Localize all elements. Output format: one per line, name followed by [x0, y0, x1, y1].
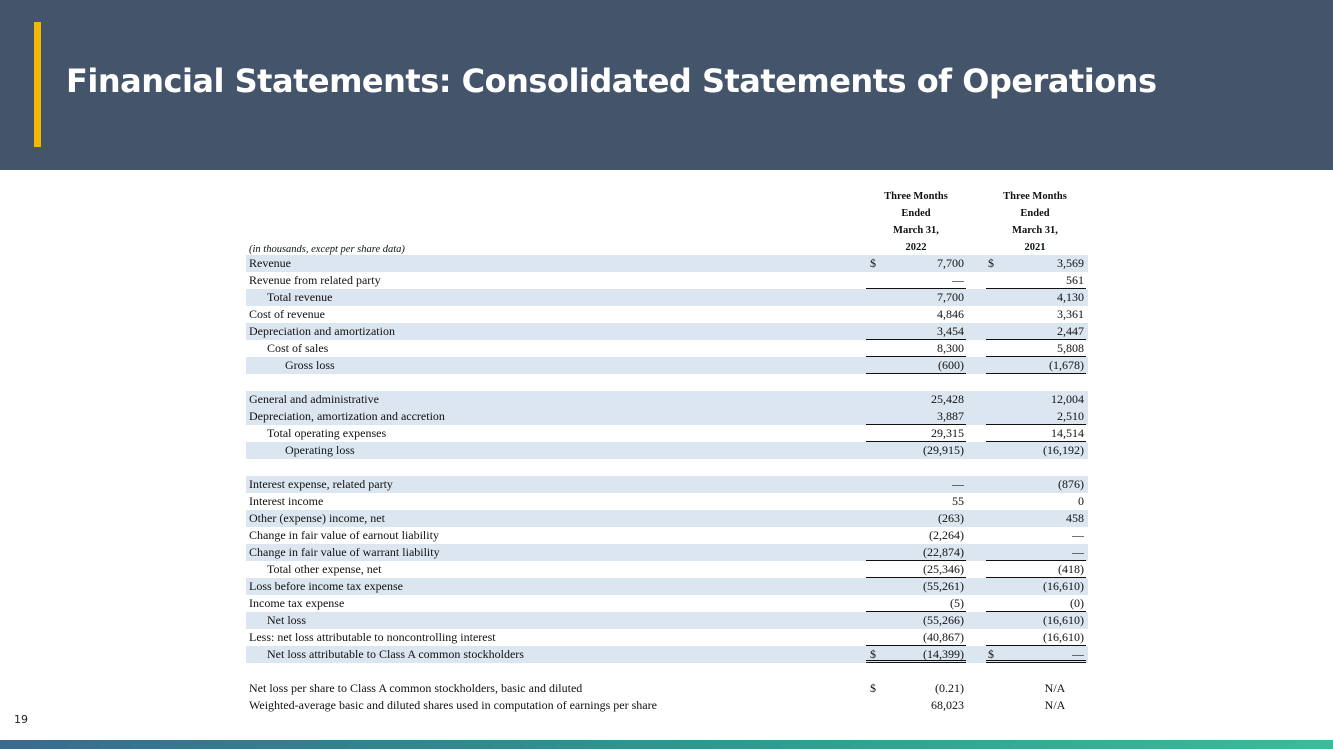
col-header-line: Three Months	[884, 191, 948, 202]
row-label: Less: net loss attributable to noncontrolling interest	[249, 630, 496, 644]
row-label: Cost of sales	[267, 341, 329, 355]
row-label: Interest income	[249, 494, 324, 508]
page-number: 19	[14, 713, 28, 726]
row-label: Net loss per share to Class A common stockholders, basic and diluted	[249, 681, 583, 695]
row-label: Gross loss	[285, 358, 335, 372]
row-label: Interest expense, related party	[249, 477, 393, 491]
table-row	[246, 340, 1088, 357]
slide-header	[0, 0, 1333, 170]
col-header-line: Three Months	[1003, 191, 1067, 202]
row-label: Net loss	[267, 613, 306, 627]
value-2022: (5)	[950, 596, 964, 610]
value-2022: (14,399)	[923, 647, 964, 661]
row-label: Weighted-average basic and diluted shares used in computation of earnings per share	[249, 698, 657, 712]
col-header-line: Ended	[1020, 208, 1050, 219]
value-2022: 4,846	[937, 307, 964, 321]
table-row	[246, 493, 1088, 510]
value-2021: 5,808	[1057, 341, 1084, 355]
table-row	[246, 510, 1088, 527]
currency-symbol: $	[870, 647, 876, 661]
value-2022: —	[952, 477, 964, 491]
row-label: Cost of revenue	[249, 307, 325, 321]
value-2021: 3,569	[1057, 256, 1084, 270]
col-header-2021	[984, 188, 1086, 257]
value-2022: (29,915)	[923, 443, 964, 457]
table-row	[246, 391, 1088, 408]
value-2021: (16,610)	[1043, 630, 1084, 644]
table-row	[246, 527, 1088, 544]
statement-rows	[246, 255, 1088, 714]
value-2021: (418)	[1058, 562, 1084, 576]
table-row	[246, 646, 1088, 663]
value-2022: (22,874)	[923, 545, 964, 559]
value-2021: (16,610)	[1043, 613, 1084, 627]
col-header-line: 2021	[984, 239, 1086, 257]
spacer-row	[246, 459, 1088, 476]
value-2022: (600)	[938, 358, 964, 372]
value-2022: 7,700	[937, 256, 964, 270]
slide-title: Financial Statements: Consolidated Statements of Operations	[66, 62, 1157, 100]
table-row	[246, 578, 1088, 595]
value-2022: 68,023	[931, 698, 964, 712]
col-header-line: Ended	[901, 208, 931, 219]
value-2021: —	[1072, 528, 1084, 542]
currency-symbol: $	[988, 256, 994, 270]
table-row	[246, 357, 1088, 374]
value-2021: N/A	[1044, 698, 1066, 712]
value-2022: 3,454	[937, 324, 964, 338]
row-label: Depreciation and amortization	[249, 324, 395, 338]
value-2021: 2,510	[1057, 409, 1084, 423]
currency-symbol: $	[988, 647, 994, 661]
row-label: Loss before income tax expense	[249, 579, 403, 593]
table-row	[246, 680, 1088, 697]
value-2021: N/A	[1044, 681, 1066, 695]
table-row	[246, 561, 1088, 578]
value-2022: (55,266)	[923, 613, 964, 627]
value-2022: 7,700	[937, 290, 964, 304]
value-2021: (1,678)	[1049, 358, 1084, 372]
row-label: Total operating expenses	[267, 426, 387, 440]
spacer-row	[246, 374, 1088, 391]
row-label: Change in fair value of earnout liability	[249, 528, 439, 542]
table-row	[246, 255, 1088, 272]
currency-symbol: $	[870, 256, 876, 270]
value-2021: 0	[1078, 494, 1084, 508]
value-2021: (16,192)	[1043, 443, 1084, 457]
table-row	[246, 306, 1088, 323]
table-row	[246, 408, 1088, 425]
table-row	[246, 323, 1088, 340]
footer-bar	[0, 740, 1333, 749]
value-2022: (25,346)	[923, 562, 964, 576]
value-2022: (0.21)	[935, 681, 964, 695]
value-2022: (2,264)	[929, 528, 964, 542]
value-2021: 14,514	[1051, 426, 1084, 440]
accent-bar	[34, 22, 41, 147]
row-label: Operating loss	[285, 443, 355, 457]
row-label: Income tax expense	[249, 596, 345, 610]
value-2022: 25,428	[931, 392, 964, 406]
value-2022: 8,300	[937, 341, 964, 355]
currency-symbol: $	[870, 681, 876, 695]
row-label: Depreciation, amortization and accretion	[249, 409, 445, 423]
value-2022: 55	[952, 494, 964, 508]
col-header-2022	[864, 188, 968, 257]
value-2021: (876)	[1058, 477, 1084, 491]
col-header-line: March 31,	[1012, 225, 1058, 236]
value-2021: 4,130	[1057, 290, 1084, 304]
row-label: Revenue	[249, 256, 291, 270]
row-label: Net loss attributable to Class A common stockholders	[267, 647, 524, 661]
spacer-row	[246, 663, 1088, 680]
table-row	[246, 289, 1088, 306]
row-label: Other (expense) income, net	[249, 511, 385, 525]
table-row	[246, 272, 1088, 289]
table-row	[246, 629, 1088, 646]
table-row	[246, 612, 1088, 629]
table-row	[246, 476, 1088, 493]
value-2021: —	[1072, 647, 1084, 661]
table-row	[246, 442, 1088, 459]
row-label: Total other expense, net	[267, 562, 382, 576]
value-2022: (55,261)	[923, 579, 964, 593]
table-row	[246, 544, 1088, 561]
col-header-line: 2022	[864, 239, 968, 257]
row-label: Revenue from related party	[249, 273, 381, 287]
value-2021: —	[1072, 545, 1084, 559]
table-row	[246, 595, 1088, 612]
value-2022: 29,315	[931, 426, 964, 440]
value-2021: 3,361	[1057, 307, 1084, 321]
row-label: General and administrative	[249, 392, 379, 406]
table-row	[246, 425, 1088, 442]
value-2022: (263)	[938, 511, 964, 525]
value-2021: (0)	[1070, 596, 1084, 610]
value-2021: (16,610)	[1043, 579, 1084, 593]
value-2022: (40,867)	[923, 630, 964, 644]
value-2022: 3,887	[937, 409, 964, 423]
value-2021: 12,004	[1051, 392, 1084, 406]
table-row	[246, 697, 1088, 714]
value-2021: 2,447	[1057, 324, 1084, 338]
col-header-line: March 31,	[893, 225, 939, 236]
value-2022: —	[952, 273, 964, 287]
row-label: Total revenue	[267, 290, 333, 304]
row-label: Change in fair value of warrant liability	[249, 545, 440, 559]
unit-note: (in thousands, except per share data)	[249, 244, 405, 255]
value-2021: 561	[1066, 273, 1084, 287]
value-2021: 458	[1066, 511, 1084, 525]
